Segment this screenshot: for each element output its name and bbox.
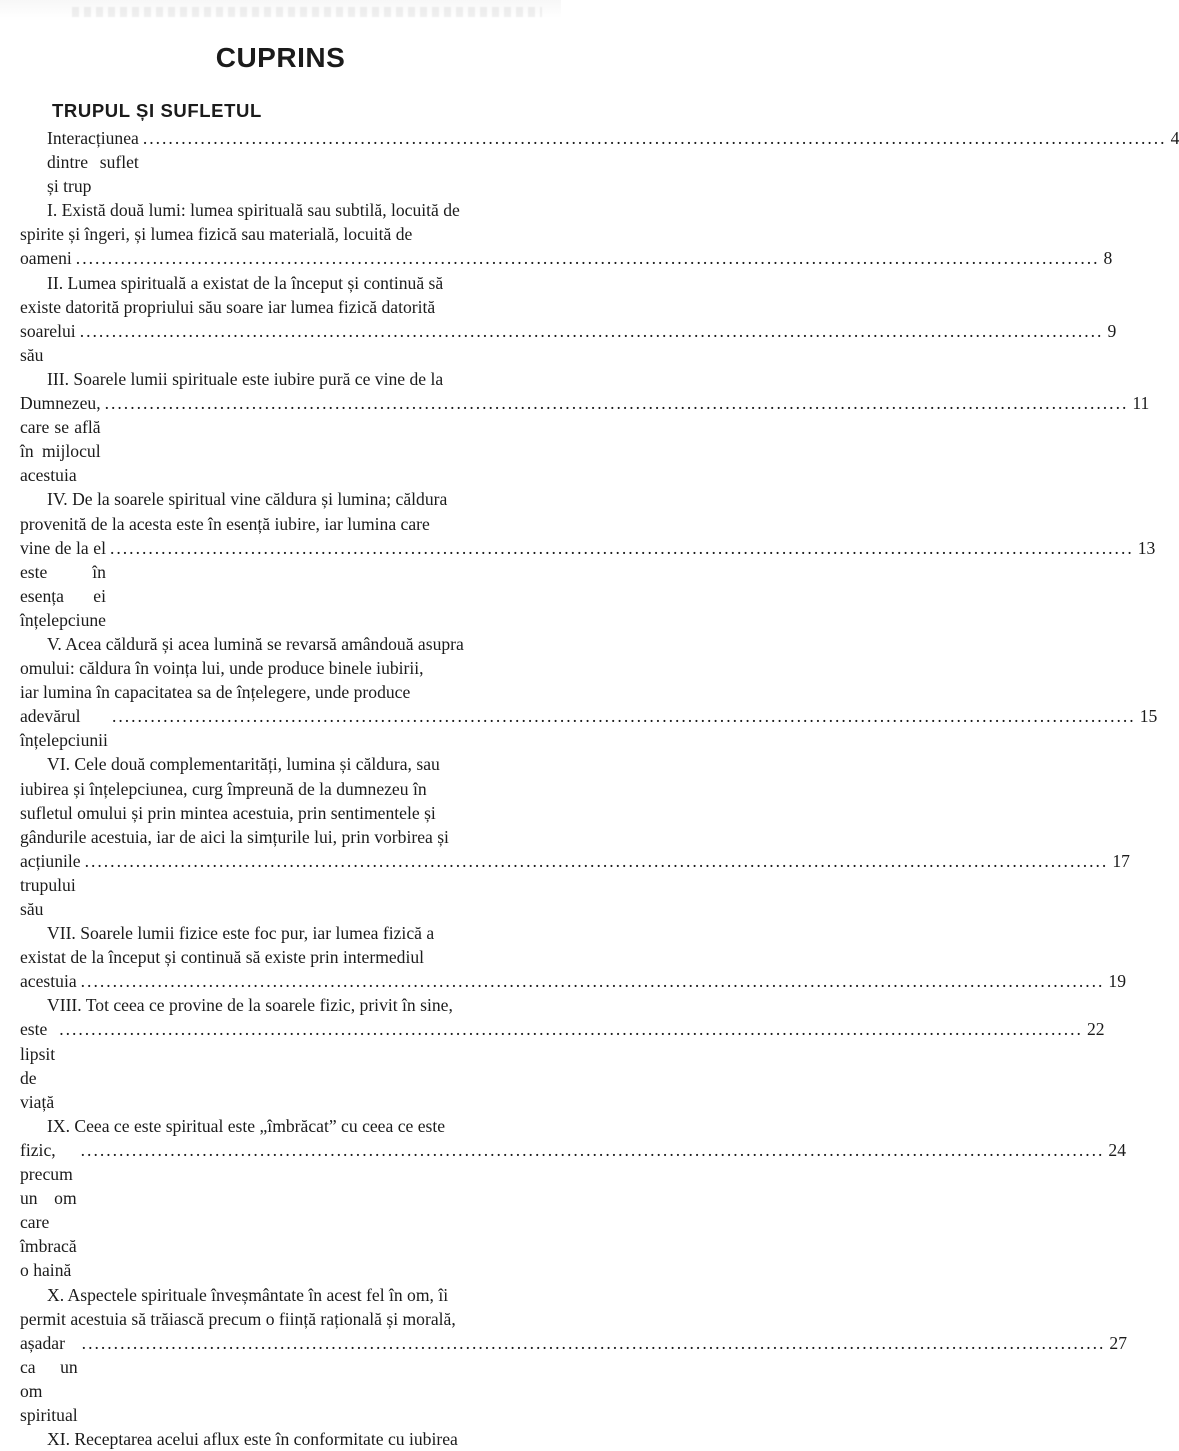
toc-entry-line: existe datorită propriului său soare iar lumea fizică datorită [20, 296, 436, 317]
toc-entry-text: acestuia [20, 971, 77, 992]
toc-entry-line: gândurile acestuia, iar de aici la simțurile lui, prin vorbirea și [20, 826, 449, 847]
toc-entry-line: iar lumina în capacitatea sa de înțelegere, unde produce [20, 682, 411, 703]
toc-entry [20, 1114, 1126, 1283]
dot-leader [105, 391, 1129, 415]
toc-entry-text: așadar ca un om spiritual [20, 1332, 78, 1425]
toc-entry-line: VI. Cele două complementarități, lumina și căldura, sau [47, 754, 440, 775]
toc-entry-line: VII. Soarele lumii fizice este foc pur, iar lumea fizică a [47, 923, 435, 944]
dot-leader [80, 319, 1104, 343]
page-number: 19 [1108, 971, 1126, 992]
toc-entry-line: permit acestuia să trăiască precum o ființă rațională și morală, [20, 1308, 456, 1329]
toc-entry-line: I. Există două lumi: lumea spirituală sau subtilă, locuită de [47, 200, 460, 221]
dot-leader [85, 849, 1109, 873]
toc-entry [20, 1283, 1128, 1428]
toc-entry-line: provenită de la acesta este în esență iubire, iar lumina care [20, 513, 430, 534]
page-number: 13 [1137, 537, 1156, 558]
toc-entry-text: Interacțiunea dintre suflet și trup [47, 128, 139, 197]
toc-entry-line: II. Lumea spirituală a existat de la început și continuă să [47, 272, 444, 293]
page-number: 27 [1109, 1332, 1128, 1353]
toc-entry-text: oameni [20, 248, 72, 269]
toc-entry-text: Dumnezeu, care se află în mijlocul acestuia [20, 393, 101, 486]
dot-leader [110, 536, 1134, 560]
toc-entry-last-line [47, 126, 1179, 198]
toc-entry-last-line [20, 319, 1117, 367]
toc-entry [20, 993, 1105, 1113]
toc-entry-line: omului: căldura în voința lui, unde produce binele iubirii, [20, 658, 424, 679]
dot-leader [81, 969, 1105, 993]
toc-entry-line: spirite și îngeri, și lumea fizică sau materială, locuită de [20, 224, 413, 245]
page-title: CUPRINS [215, 42, 346, 73]
toc-entry-line: sufletul omului și prin mintea acestuia, prin sentimentele și [20, 802, 436, 823]
dot-leader [76, 246, 1100, 270]
toc-entry [20, 126, 1179, 198]
page-number: 4 [1170, 128, 1179, 148]
bleed-through-text [72, 7, 542, 17]
toc-entry-last-line [20, 246, 1113, 270]
toc-entry-last-line [20, 536, 1156, 632]
toc-entry-text: este lipsit de viață [20, 1019, 56, 1112]
page-number: 11 [1132, 393, 1150, 414]
toc-entry-last-line [20, 969, 1126, 993]
dot-leader [112, 704, 1136, 728]
toc-entry [20, 921, 1126, 993]
toc-entry-line: XI. Receptarea acelui aflux este în conformitate cu iubirea [47, 1429, 458, 1450]
page-number: 15 [1139, 706, 1158, 727]
toc-entry-last-line [20, 391, 1150, 487]
toc-entry-line: IV. De la soarele spiritual vine căldura și lumina; căldura [47, 489, 448, 510]
toc-entry [20, 632, 1158, 752]
page-number: 24 [1108, 1139, 1126, 1160]
page-number: 9 [1107, 320, 1117, 341]
dot-leader [143, 126, 1167, 150]
toc-entry [20, 367, 1150, 487]
page-number: 17 [1112, 850, 1130, 871]
toc-entry-line: V. Acea căldură și acea lumină se revarsă amândouă asupra [47, 633, 464, 654]
toc-entry-line: III. Soarele lumii spirituale este iubire pură ce vine de la [47, 368, 444, 389]
toc-entry-line: existat de la început și continuă să existe prin intermediul [20, 947, 425, 968]
page-number: 22 [1086, 1019, 1105, 1040]
toc-entry-line: iubirea și înțelepciunea, curg împreună de la dumnezeu în [20, 778, 427, 799]
toc-entry-text: adevărul înțelepciunii [20, 706, 108, 751]
toc-entry-last-line [20, 704, 1158, 752]
toc-entry-line: X. Aspectele spirituale înveșmântate în acest fel în om, îi [47, 1284, 449, 1305]
toc-entry-last-line [20, 1331, 1128, 1427]
toc-entry-text: acțiunile trupului său [20, 850, 81, 919]
toc-entry-line: IX. Ceea ce este spiritual este „îmbrăcat” cu ceea ce este [47, 1115, 446, 1136]
dot-leader [81, 1138, 1105, 1162]
toc-entry-text: soarelui său [20, 320, 76, 365]
toc-entry [20, 271, 1117, 367]
toc-entry-last-line [20, 849, 1130, 921]
toc-entry-text: fizic, precum un om care îmbracă o haină [20, 1139, 77, 1281]
toc-entry [20, 198, 1113, 270]
section-heading: TRUPUL ȘI SUFLETUL [52, 100, 262, 121]
dot-leader [59, 1017, 1083, 1041]
toc-entry-line: VIII. Tot ceea ce provine de la soarele fizic, privit în sine, [47, 995, 453, 1016]
toc-entry-text: vine de la el este în esența ei înțelepciune [20, 537, 106, 630]
toc-entry-last-line [20, 1017, 1105, 1113]
table-of-contents [20, 126, 1179, 1451]
toc-entry-last-line [20, 1138, 1126, 1283]
toc-entry [20, 487, 1156, 632]
dot-leader [82, 1331, 1106, 1355]
toc-entry [20, 1427, 540, 1451]
toc-entry [20, 752, 1130, 921]
page-number: 8 [1103, 248, 1113, 269]
